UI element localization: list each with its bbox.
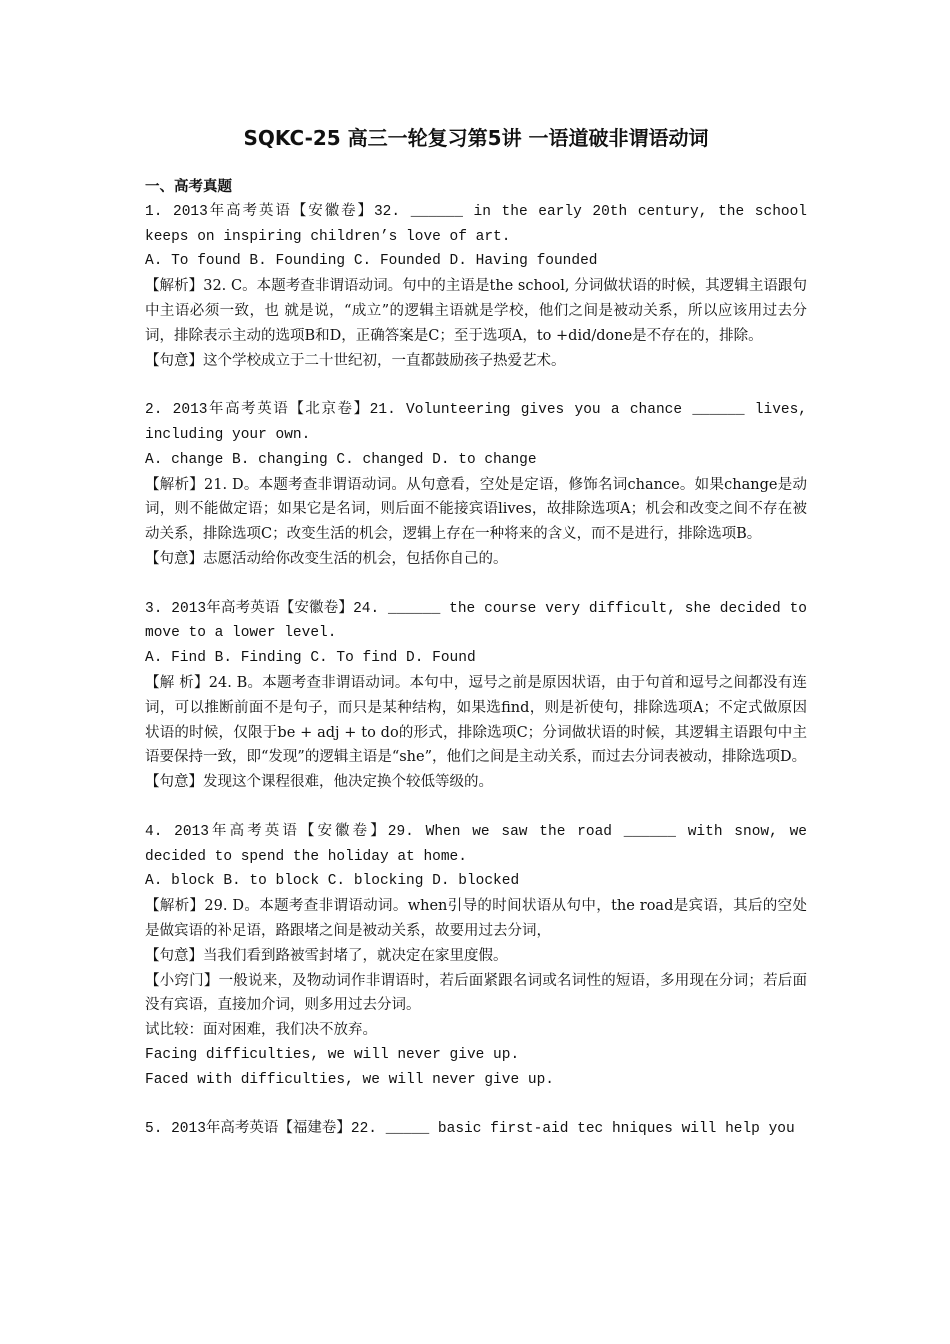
question-tip: 【小窍门】一般说来，及物动词作非谓语时，若后面紧跟名词或名词性的短语，多用现在分词；若后面没有宾语，直接加介词，则多用过去分词。 <box>145 972 807 1014</box>
example-sentence: Faced with difficulties, we will never give up. <box>145 1071 554 1088</box>
question-analysis: 【解析】32. C。本题考查非谓语动词。句中的主语是the school, 分词做状语的时候，其逻辑主语跟句中主语必须一致，也 就是说，“成立”的逻辑主语就是学校，他们之间是被动关系，所以应该用过去分词，排除表示主动的选项B和D，正确答案是C；至于选项A，to +did/done是不存在的，排除。 <box>145 278 807 344</box>
section-heading: 一、高考真题 <box>145 179 232 195</box>
compare-label: 试比较：面对困难，我们决不放弃。 <box>145 1022 377 1039</box>
question-3 <box>145 597 807 795</box>
question-analysis: 【解析】29. D。本题考查非谓语动词。when引导的时间状语从句中，the road是宾语，其后的空处是做宾语的补足语，路跟堵之间是被动关系，故要用过去分词， <box>145 898 807 939</box>
question-meaning: 【句意】志愿活动给你改变生活的机会，包括你自己的。 <box>145 550 508 567</box>
page-title: SQKC-25 高三一轮复习第5讲 一语道破非谓语动词 <box>243 126 709 150</box>
question-5 <box>145 1117 807 1142</box>
question-stem: 1. 2013年高考英语【安徽卷】32. ______ in the early 20th century, the school keeps on inspiring children’s love of art. <box>145 203 807 245</box>
question-meaning: 【句意】这个学校成立于二十世纪初，一直都鼓励孩子热爱艺术。 <box>145 352 566 369</box>
question-stem: 5. 2013年高考英语【福建卷】22. _____ basic first-aid tec hniques will help you <box>145 1121 795 1138</box>
question-stem: 2. 2013年高考英语【北京卷】21. Volunteering gives you a chance ______ lives, including your own. <box>145 402 807 443</box>
question-options: A. block B. to block C. blocking D. blocked <box>145 873 520 890</box>
question-2 <box>145 398 807 572</box>
example-sentence: Facing difficulties, we will never give up. <box>145 1046 520 1063</box>
question-meaning: 【句意】发现这个课程很难，他决定换个较低等级的。 <box>145 774 493 791</box>
document-body <box>145 175 807 1167</box>
question-4 <box>145 820 807 1093</box>
question-options: A. Find B. Finding C. To find D. Found <box>145 650 476 667</box>
question-options: A. change B. changing C. changed D. to change <box>145 451 537 468</box>
question-meaning: 【句意】当我们看到路被雪封堵了，就决定在家里度假。 <box>145 947 508 964</box>
question-1 <box>145 200 807 374</box>
question-analysis: 【解 析】24. B。本题考查非谓语动词。本句中，逗号之前是原因状语，由于句首和逗号之间都没有连词，可以推断前面不是句子，而只是某种结构，如果选find，则是祈使句，排除选项A；不定式做原因状语的时候，仅限于be + adj + to do的形式，排除选项C；分词做状语的时候，其逻辑主语跟句中主语要保持一致，即“发现”的逻辑主语是“she”，他们之间是主动关系，而过去分词表被动，排除选项D。 <box>145 674 807 766</box>
question-stem: 4. 2013年高考英语【安徽卷】29. When we saw the road ______ with snow, we decided to spend the holiday at home. <box>145 823 807 865</box>
question-options: A. To found B. Founding C. Founded D. Having founded <box>145 253 598 270</box>
question-analysis: 【解析】21. D。本题考查非谓语动词。从句意看，空处是定语，修饰名词chance。如果change是动词，则不能做定语；如果它是名词，则后面不能接宾语lives，故排除选项A；机会和改变之间不存在被动关系，排除选项C；改变生活的机会，逻辑上存在一种将来的含义，而不是进行，排除选项B。 <box>145 476 807 543</box>
question-stem: 3. 2013年高考英语【安徽卷】24. ______ the course very difficult, she decided to move to a lower level. <box>145 600 807 642</box>
